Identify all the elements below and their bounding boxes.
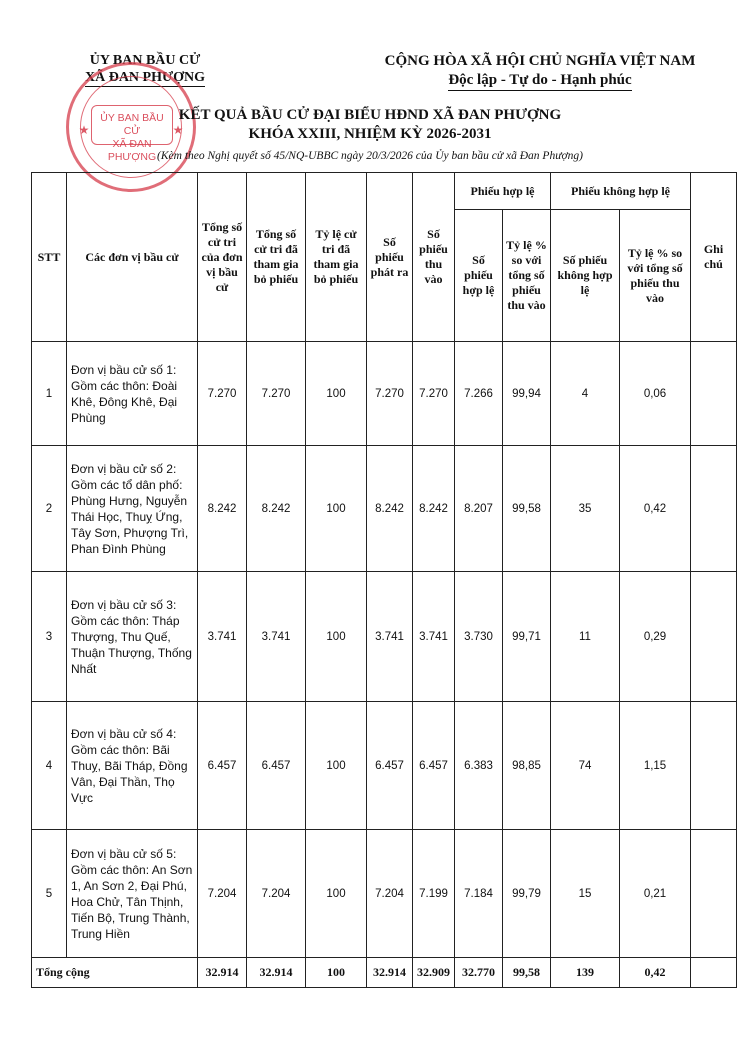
cell-valid-pct: 98,85: [503, 702, 551, 830]
col-header-issued: Số phiếu phát ra: [367, 173, 413, 342]
cell-invalid-pct: 0,42: [620, 446, 691, 572]
cell-voted: 7.270: [247, 342, 306, 446]
col-header-unit: Các đơn vị bầu cử: [67, 173, 198, 342]
national-motto: Độc lập - Tự do - Hạnh phúc: [448, 71, 631, 91]
cell-total-voters: 7.270: [198, 342, 247, 446]
cell-valid-pct: 99,58: [503, 446, 551, 572]
cell-voted: 8.242: [247, 446, 306, 572]
national-heading: [370, 52, 710, 91]
col-header-valid-count: Số phiếu hợp lệ: [455, 210, 503, 342]
cell-total-voters: 8.242: [198, 446, 247, 572]
cell-received: 8.242: [413, 446, 455, 572]
cell-stt: 3: [32, 572, 67, 702]
cell-invalid-pct: 0,21: [620, 830, 691, 958]
cell-issued: 7.204: [367, 830, 413, 958]
cell-valid-pct: 99,79: [503, 830, 551, 958]
cell-voted: 3.741: [247, 572, 306, 702]
title-line-2: KHÓA XXIII, NHIỆM KỲ 2026-2031: [248, 126, 492, 142]
cell-note: [691, 830, 737, 958]
cell-invalid-pct: 1,15: [620, 702, 691, 830]
cell-valid-count: 6.383: [455, 702, 503, 830]
cell-stt: 5: [32, 830, 67, 958]
cell-turnout: 100: [306, 446, 367, 572]
cell-total-voters: 7.204: [198, 830, 247, 958]
election-results-table: [31, 172, 737, 988]
seal-text-line-1: ỦY BAN BẦU CỬ: [100, 112, 164, 137]
cell-voted: 6.457: [247, 702, 306, 830]
total-turnout: 100: [306, 958, 367, 988]
cell-issued: 3.741: [367, 572, 413, 702]
nation-name: CỘNG HÒA XÃ HỘI CHỦ NGHĨA VIỆT NAM: [384, 53, 696, 69]
col-header-total-voters: Tổng số cử tri của đơn vị bầu cử: [198, 173, 247, 342]
cell-invalid-pct: 0,06: [620, 342, 691, 446]
cell-turnout: 100: [306, 342, 367, 446]
table-total-row: [32, 958, 737, 988]
authority-line-1: ỦY BAN BẦU CỬ: [89, 53, 201, 68]
total-valid-count: 32.770: [455, 958, 503, 988]
cell-stt: 1: [32, 342, 67, 446]
col-header-stt: STT: [32, 173, 67, 342]
document-title: [120, 106, 620, 144]
cell-turnout: 100: [306, 572, 367, 702]
cell-received: 7.199: [413, 830, 455, 958]
cell-total-voters: 3.741: [198, 572, 247, 702]
col-group-valid: Phiếu hợp lệ: [455, 173, 551, 210]
cell-note: [691, 342, 737, 446]
cell-unit: Đơn vị bầu cử số 1: Gồm các thôn: Đoài Khê, Đông Khê, Đại Phùng: [67, 342, 198, 446]
total-issued: 32.914: [367, 958, 413, 988]
cell-issued: 7.270: [367, 342, 413, 446]
cell-received: 3.741: [413, 572, 455, 702]
cell-note: [691, 446, 737, 572]
total-invalid-pct: 0,42: [620, 958, 691, 988]
col-header-received: Số phiếu thu vào: [413, 173, 455, 342]
table-row: [32, 446, 737, 572]
cell-invalid-count: 15: [551, 830, 620, 958]
cell-valid-pct: 99,94: [503, 342, 551, 446]
seal-star-icon: ★: [78, 123, 90, 137]
cell-valid-count: 7.184: [455, 830, 503, 958]
title-line-1: KẾT QUẢ BẦU CỬ ĐẠI BIỂU HĐND XÃ ĐAN PHƯỢNG: [178, 107, 562, 123]
col-group-invalid: Phiếu không hợp lệ: [551, 173, 691, 210]
cell-voted: 7.204: [247, 830, 306, 958]
cell-unit: Đơn vị bầu cử số 4: Gồm các thôn: Bãi Thuỵ, Bãi Tháp, Đồng Vân, Đại Thần, Thọ Vực: [67, 702, 198, 830]
issuing-authority: [60, 52, 230, 87]
cell-issued: 8.242: [367, 446, 413, 572]
cell-invalid-count: 74: [551, 702, 620, 830]
cell-turnout: 100: [306, 830, 367, 958]
cell-invalid-count: 35: [551, 446, 620, 572]
total-voted: 32.914: [247, 958, 306, 988]
cell-stt: 2: [32, 446, 67, 572]
total-voters: 32.914: [198, 958, 247, 988]
cell-stt: 4: [32, 702, 67, 830]
authority-line-2: XÃ ĐAN PHƯỢNG: [84, 70, 206, 85]
cell-note: [691, 702, 737, 830]
cell-invalid-count: 11: [551, 572, 620, 702]
cell-invalid-count: 4: [551, 342, 620, 446]
cell-unit: Đơn vị bầu cử số 2: Gồm các tổ dân phố: Phùng Hưng, Nguyễn Thái Học, Thuỵ Ứng, Tây Sơn, Phượng Trì, Phan Đình Phùng: [67, 446, 198, 572]
seal-star-icon: ★: [172, 123, 184, 137]
cell-issued: 6.457: [367, 702, 413, 830]
seal-text-line-2: XÃ ĐAN PHƯỢNG: [107, 138, 157, 163]
table-row: [32, 702, 737, 830]
cell-valid-pct: 99,71: [503, 572, 551, 702]
cell-note: [691, 572, 737, 702]
col-header-invalid-pct: Tỷ lệ % so với tổng số phiếu thu vào: [620, 210, 691, 342]
cell-unit: Đơn vị bầu cử số 5: Gồm các thôn: An Sơn 1, An Sơn 2, Đại Phú, Hoa Chử, Tân Thịnh, Tiến Bộ, Trung Thành, Trung Hiền: [67, 830, 198, 958]
table-row: [32, 342, 737, 446]
cell-invalid-pct: 0,29: [620, 572, 691, 702]
cell-valid-count: 3.730: [455, 572, 503, 702]
table-header-row: [32, 173, 737, 210]
cell-unit: Đơn vị bầu cử số 3: Gồm các thôn: Tháp Thượng, Thu Quế, Thuận Thượng, Thống Nhất: [67, 572, 198, 702]
table-row: [32, 572, 737, 702]
total-label: Tổng cộng: [32, 958, 198, 988]
document-subtitle: (Kèm theo Nghị quyết số 45/NQ-UBBC ngày 20/3/2026 của Ủy ban bầu cử xã Đan Phượng): [157, 150, 583, 162]
col-header-turnout: Tỷ lệ cử tri đã tham gia bỏ phiếu: [306, 173, 367, 342]
cell-received: 6.457: [413, 702, 455, 830]
col-header-note: Ghi chú: [691, 173, 737, 342]
col-header-voted: Tổng số cử tri đã tham gia bỏ phiếu: [247, 173, 306, 342]
cell-turnout: 100: [306, 702, 367, 830]
total-invalid-count: 139: [551, 958, 620, 988]
cell-valid-count: 7.266: [455, 342, 503, 446]
total-note: [691, 958, 737, 988]
cell-valid-count: 8.207: [455, 446, 503, 572]
col-header-valid-pct: Tỷ lệ % so với tổng số phiếu thu vào: [503, 210, 551, 342]
total-valid-pct: 99,58: [503, 958, 551, 988]
total-received: 32.909: [413, 958, 455, 988]
cell-total-voters: 6.457: [198, 702, 247, 830]
table-row: [32, 830, 737, 958]
col-header-invalid-count: Số phiếu không hợp lệ: [551, 210, 620, 342]
cell-received: 7.270: [413, 342, 455, 446]
